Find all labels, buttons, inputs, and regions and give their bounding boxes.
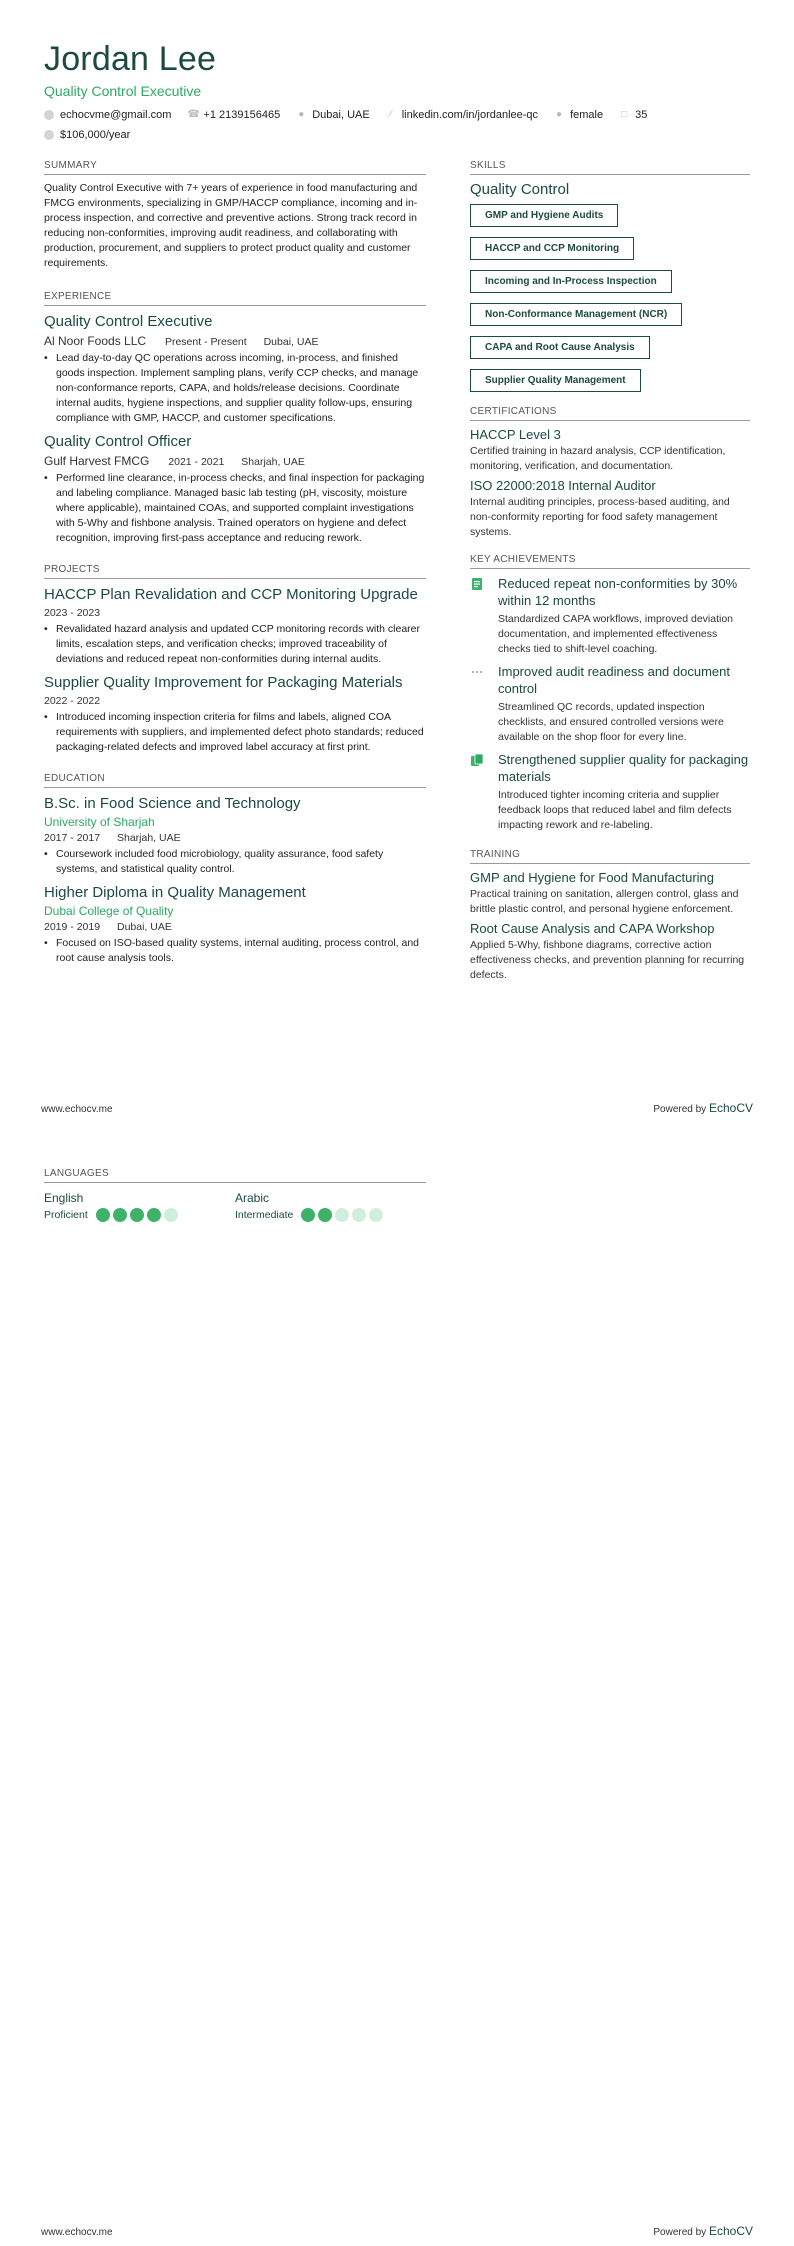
rating-dot-filled: [96, 1208, 110, 1222]
footer-powered-by: Powered by EchoCV: [653, 1101, 753, 1115]
experience-role: Quality Control Officer: [44, 433, 192, 450]
project-item: [44, 673, 426, 755]
rating-dot-filled: [113, 1208, 127, 1222]
link-icon: ∕: [389, 109, 392, 120]
skill-tag: HACCP and CCP Monitoring: [470, 237, 634, 260]
language-rating: [301, 1208, 386, 1222]
section-heading-languages: LANGUAGES: [44, 1168, 426, 1183]
phone-icon: ☎: [187, 109, 200, 120]
achievements-section: [470, 554, 750, 833]
contact-phone[interactable]: ☎ +1 2139156465: [187, 109, 281, 121]
project-title: Supplier Quality Improvement for Packaging Materials: [44, 674, 403, 691]
contact-gender: ● female: [556, 109, 604, 121]
experience-bullet: • Performed line clearance, in-process checks, and final inspection for packaging and labeling compliance. Managed basic lab testing (pH, viscosity, moisture where applicable), maintained COAs, and supported complaint investigations with 5-Why and fishbone analysis. Trained operators on hygiene and defect recognition, improving first-pass acceptance and reducing rework.: [44, 471, 426, 546]
project-bullet: • Introduced incoming inspection criteria for films and labels, aligned COA requirements with suppliers, and implemented defect photo standards; reduced packaging-related defects and improved label accuracy at first print.: [44, 710, 426, 755]
language-rating: [96, 1208, 181, 1222]
contact-location: ● Dubai, UAE: [298, 109, 370, 121]
education-item: [44, 883, 426, 966]
contact-email[interactable]: echocvme@gmail.com: [44, 109, 171, 121]
achievement-desc: Introduced tighter incoming criteria and supplier feedback loops that reduced label and film defects impacting rework and re-labeling.: [498, 789, 732, 831]
contact-linkedin[interactable]: ∕ linkedin.com/in/jordanlee-qc: [386, 109, 538, 121]
section-heading-certifications: CERTIFICATIONS: [470, 406, 750, 421]
clipboard-icon: [470, 577, 484, 591]
education-school: Dubai College of Quality: [44, 904, 174, 918]
candidate-name: Jordan Lee: [44, 40, 217, 78]
education-location: Dubai, UAE: [116, 921, 172, 933]
location-icon: ●: [298, 109, 305, 120]
project-title: HACCP Plan Revalidation and CCP Monitoring Upgrade: [44, 586, 418, 603]
footer-site[interactable]: www.echocv.me: [41, 2227, 113, 2238]
language-level: Proficient: [44, 1209, 88, 1221]
language-level: Intermediate: [235, 1209, 294, 1221]
documents-icon: [470, 753, 484, 767]
rating-dot-filled: [301, 1208, 315, 1222]
projects-section: [44, 564, 426, 755]
education-degree: B.Sc. in Food Science and Technology: [44, 795, 301, 812]
achievement-desc: Streamlined QC records, updated inspection checklists, and ensured controlled versions were available on the shop floor for every line.: [498, 701, 724, 743]
training-desc: Practical training on sanitation, allergen control, glass and brittle plastic control, and personal hygiene enforcement.: [470, 888, 739, 915]
skill-tag: Non-Conformance Management (NCR): [470, 303, 682, 326]
achievement-title: Improved audit readiness and document control: [498, 664, 730, 696]
education-location: Sharjah, UAE: [116, 832, 181, 844]
education-section: [44, 773, 426, 966]
salary-icon: [44, 130, 54, 140]
experience-location: Sharjah, UAE: [241, 456, 305, 468]
project-bullet: • Revalidated hazard analysis and updated CCP monitoring records with clearer limits, escalation steps, and verification checks; improved traceability of deviations and reduced repeat non-conformities during internal audits.: [44, 622, 426, 667]
training-title: Root Cause Analysis and CAPA Workshop: [470, 921, 715, 936]
education-bullet: • Focused on ISO-based quality systems, internal auditing, process control, and root cause analysis tools.: [44, 936, 426, 966]
experience-dates: 2021 - 2021: [168, 456, 225, 468]
language-name: English: [44, 1191, 84, 1205]
footer-powered-by: Powered by EchoCV: [653, 2224, 753, 2238]
summary-text: Quality Control Executive with 7+ years of experience in food manufacturing and FMCG environments, specializing in GMP/HACCP compliance, incoming and in-process inspection, and corrective and preventive actions. Strong track record in reducing non-conformities, improving audit readiness, and collaborating with production, procurement, and suppliers to protect product quality and customer requirements.: [44, 182, 418, 269]
email-icon: [44, 110, 54, 120]
person-icon: ●: [556, 109, 563, 120]
section-heading-education: EDUCATION: [44, 773, 426, 788]
brand-logo: EchoCV: [708, 1101, 753, 1115]
education-school: University of Sharjah: [44, 815, 155, 829]
rating-dot-filled: [147, 1208, 161, 1222]
experience-dates: Present - Present: [164, 336, 247, 348]
language-item: [44, 1189, 235, 1222]
skill-tag: Supplier Quality Management: [470, 369, 641, 392]
brand-logo: EchoCV: [708, 2224, 753, 2238]
rating-dot-empty: [369, 1208, 383, 1222]
section-heading-training: TRAINING: [470, 849, 750, 864]
training-desc: Applied 5-Why, fishbone diagrams, corrective action effectiveness checks, and prevention planning for recurring defects.: [470, 939, 745, 981]
achievement-item: [470, 663, 750, 745]
candidate-title: Quality Control Executive: [44, 83, 202, 99]
certification-title: HACCP Level 3: [470, 427, 561, 442]
summary-section: [44, 160, 426, 271]
section-heading-summary: SUMMARY: [44, 160, 426, 175]
rating-dot-empty: [335, 1208, 349, 1222]
skill-tag: Incoming and In-Process Inspection: [470, 270, 672, 293]
achievement-item: [470, 575, 750, 657]
ellipsis-icon: [470, 665, 484, 679]
achievement-item: [470, 751, 750, 833]
training-title: GMP and Hygiene for Food Manufacturing: [470, 870, 715, 885]
footer-site[interactable]: www.echocv.me: [41, 1104, 113, 1115]
education-item: [44, 794, 426, 877]
section-heading-experience: EXPERIENCE: [44, 291, 426, 306]
education-dates: 2017 - 2017: [44, 832, 101, 844]
certification-desc: Internal auditing principles, process-based auditing, and non-conformity reporting for food safety management systems.: [470, 496, 730, 538]
rating-dot-empty: [352, 1208, 366, 1222]
experience-company: Gulf Harvest FMCG: [44, 454, 150, 468]
rating-dot-empty: [164, 1208, 178, 1222]
project-dates: 2022 - 2022: [44, 695, 101, 707]
experience-section: [44, 291, 426, 546]
experience-item: [44, 312, 426, 426]
contact-salary: $106,000/year: [44, 129, 130, 141]
languages-section: [44, 1168, 426, 1222]
language-name: Arabic: [235, 1191, 270, 1205]
rating-dot-filled: [318, 1208, 332, 1222]
section-heading-achievements: KEY ACHIEVEMENTS: [470, 554, 750, 569]
experience-item: [44, 432, 426, 546]
training-section: [470, 849, 750, 983]
project-dates: 2023 - 2023: [44, 607, 101, 619]
right-column: [470, 160, 750, 987]
skill-tag: CAPA and Root Cause Analysis: [470, 336, 650, 359]
certification-desc: Certified training in hazard analysis, CCP identification, monitoring, verification, and documentation.: [470, 445, 726, 472]
experience-location: Dubai, UAE: [263, 336, 319, 348]
achievement-desc: Standardized CAPA workflows, improved deviation documentation, and implemented effectiveness checks tied to shift-level coaching.: [498, 613, 734, 655]
project-item: [44, 585, 426, 667]
skill-group-title: Quality Control: [470, 181, 570, 198]
contact-info: [44, 108, 764, 148]
section-heading-skills: SKILLS: [470, 160, 750, 175]
education-degree: Higher Diploma in Quality Management: [44, 884, 306, 901]
section-heading-projects: PROJECTS: [44, 564, 426, 579]
achievement-title: Reduced repeat non-conformities by 30% within 12 months: [498, 576, 738, 608]
achievement-title: Strengthened supplier quality for packaging materials: [498, 752, 749, 784]
skill-tag: GMP and Hygiene Audits: [470, 204, 618, 227]
certifications-section: [470, 406, 750, 540]
experience-bullet: • Lead day-to-day QC operations across incoming, in-process, and finished goods inspection. Implement sampling plans, verify CCP checks, and manage non-conformance reports, CAPA, and holds/release decisions. Coordinate internal audits, hygiene inspections, and supplier quality follow-ups, ensuring compliance with GMP, HACCP, and customer specifications.: [44, 351, 426, 426]
education-bullet: • Coursework included food microbiology, quality assurance, food safety systems, and statistical quality control.: [44, 847, 426, 877]
rating-dot-filled: [130, 1208, 144, 1222]
contact-age: □ 35: [621, 109, 648, 121]
certification-title: ISO 22000:2018 Internal Auditor: [470, 478, 656, 493]
calendar-icon: □: [621, 109, 628, 120]
education-dates: 2019 - 2019: [44, 921, 101, 933]
experience-company: Al Noor Foods LLC: [44, 334, 147, 348]
left-column: [44, 160, 426, 966]
language-item: [235, 1189, 426, 1222]
experience-role: Quality Control Executive: [44, 313, 213, 330]
resume-page-2: [0, 1123, 794, 2246]
skills-section: [470, 160, 750, 402]
